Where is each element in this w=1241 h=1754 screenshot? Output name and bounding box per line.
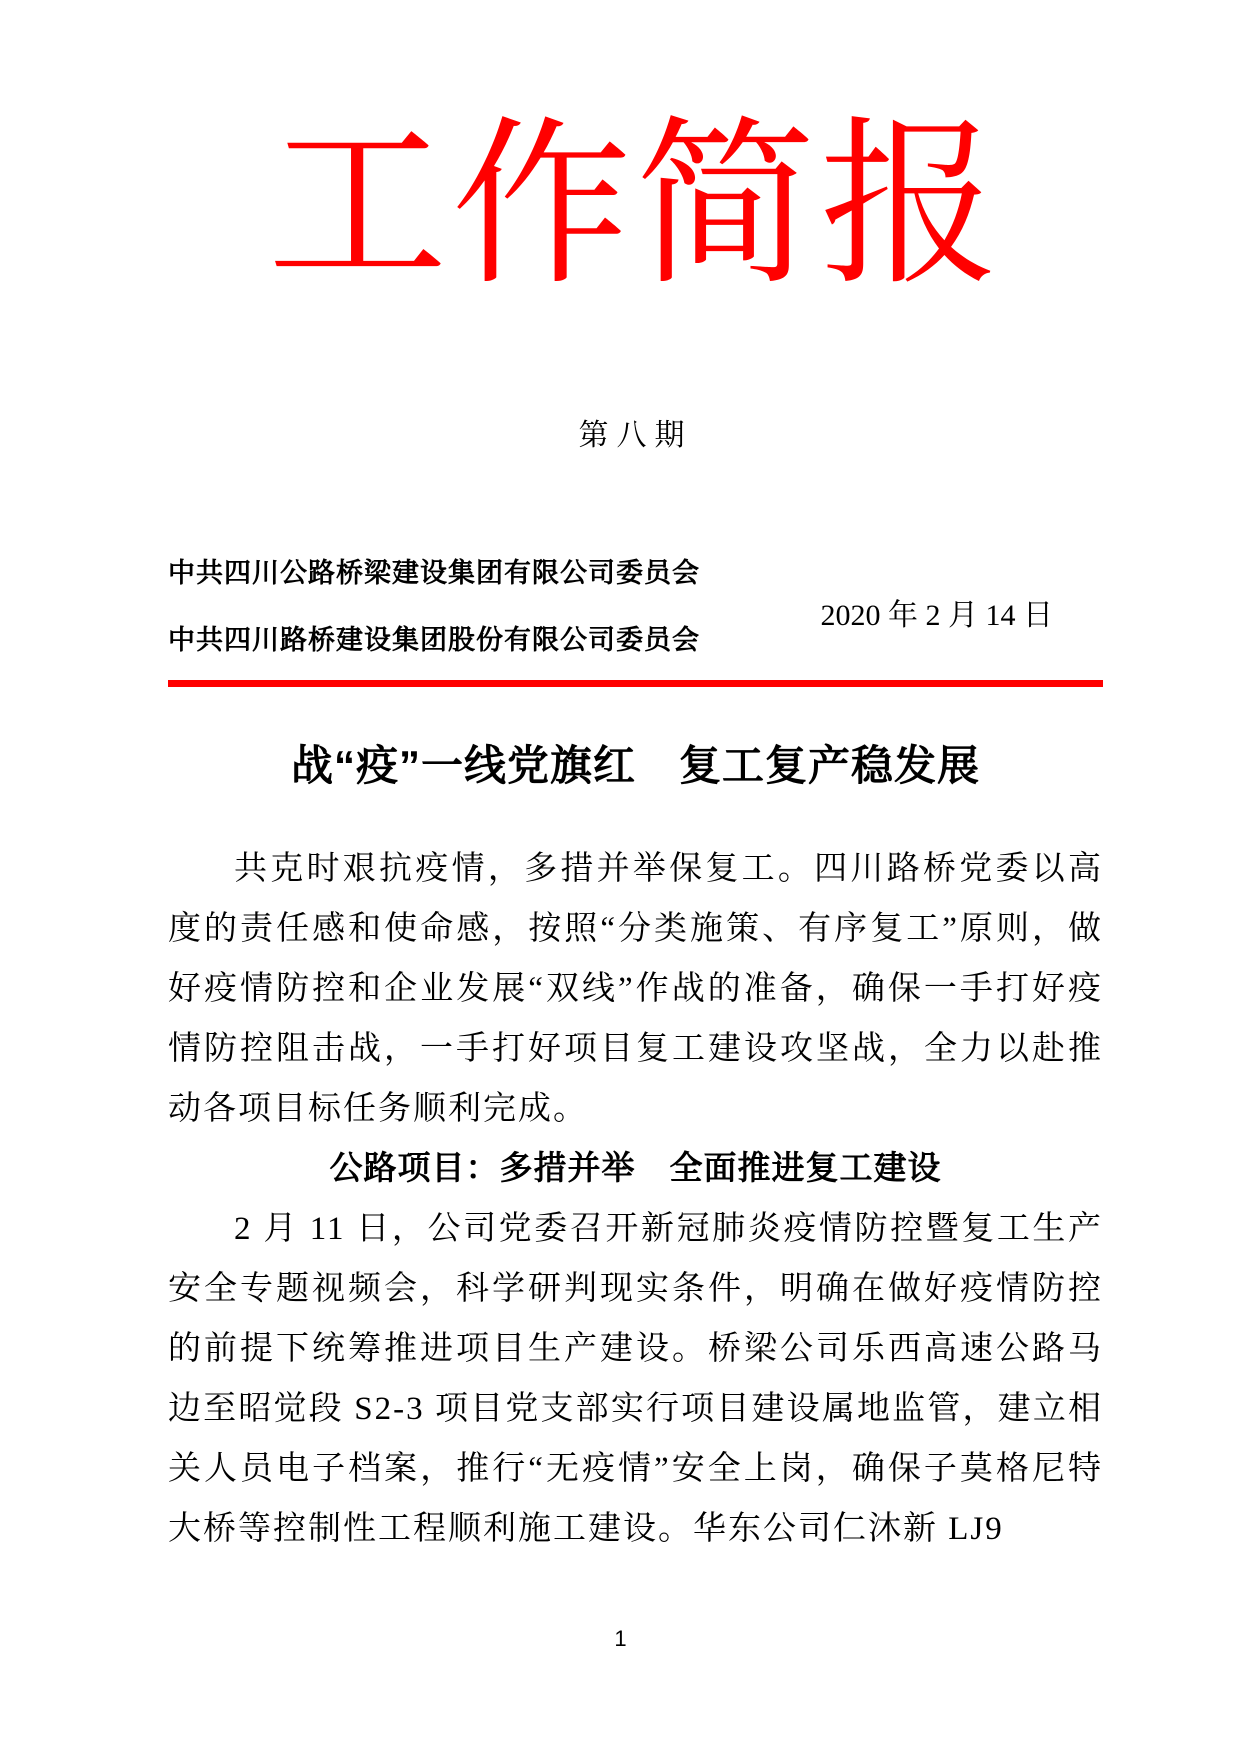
paragraph-highway-projects: 2 月 11 日，公司党委召开新冠肺炎疫情防控暨复工生产安全专题视频会，科学研判现实条件，明确在做好疫情防控的前提下统筹推进项目生产建设。桥梁公司乐西高速公路马边至昭觉段 S2-3 项目党支部实行项目建设属地监管，建立相关人员电子档案，推行“无疫情”安全上岗，确保子莫格尼特大桥等控制性工程顺利施工建设。华东公司仁沐新 LJ9 [168, 1211, 1103, 1548]
article-title: 战“疫”一线党旗红 复工复产稳发展 [290, 741, 980, 789]
issuer-line-2: 中共四川路桥建设集团股份有限公司委员会 [168, 624, 700, 655]
issue-label: 第八期 [578, 418, 693, 452]
paragraph-intro: 共克时艰抗疫情，多措并举保复工。四川路桥党委以高度的责任感和使命感，按照“分类施策、有序复工”原则，做好疫情防控和企业发展“双线”作战的准备，确保一手打好疫情防控阻击战，一手打好项目复工建设攻坚战，全力以赴推动各项目标任务顺利完成。 [168, 851, 1103, 1128]
page-number: 1 [614, 1626, 627, 1651]
section-heading: 公路项目：多措并举 全面推进复工建设 [329, 1151, 942, 1188]
red-divider-rule [168, 680, 1103, 687]
masthead-title: 工作简报 [267, 107, 1004, 306]
issuer-line-1: 中共四川公路桥梁建设集团有限公司委员会 [168, 557, 700, 588]
issue-date: 2020 年 2 月 14 日 [820, 598, 1053, 632]
issuer-block [168, 540, 1103, 674]
issuer-lines [168, 540, 700, 674]
